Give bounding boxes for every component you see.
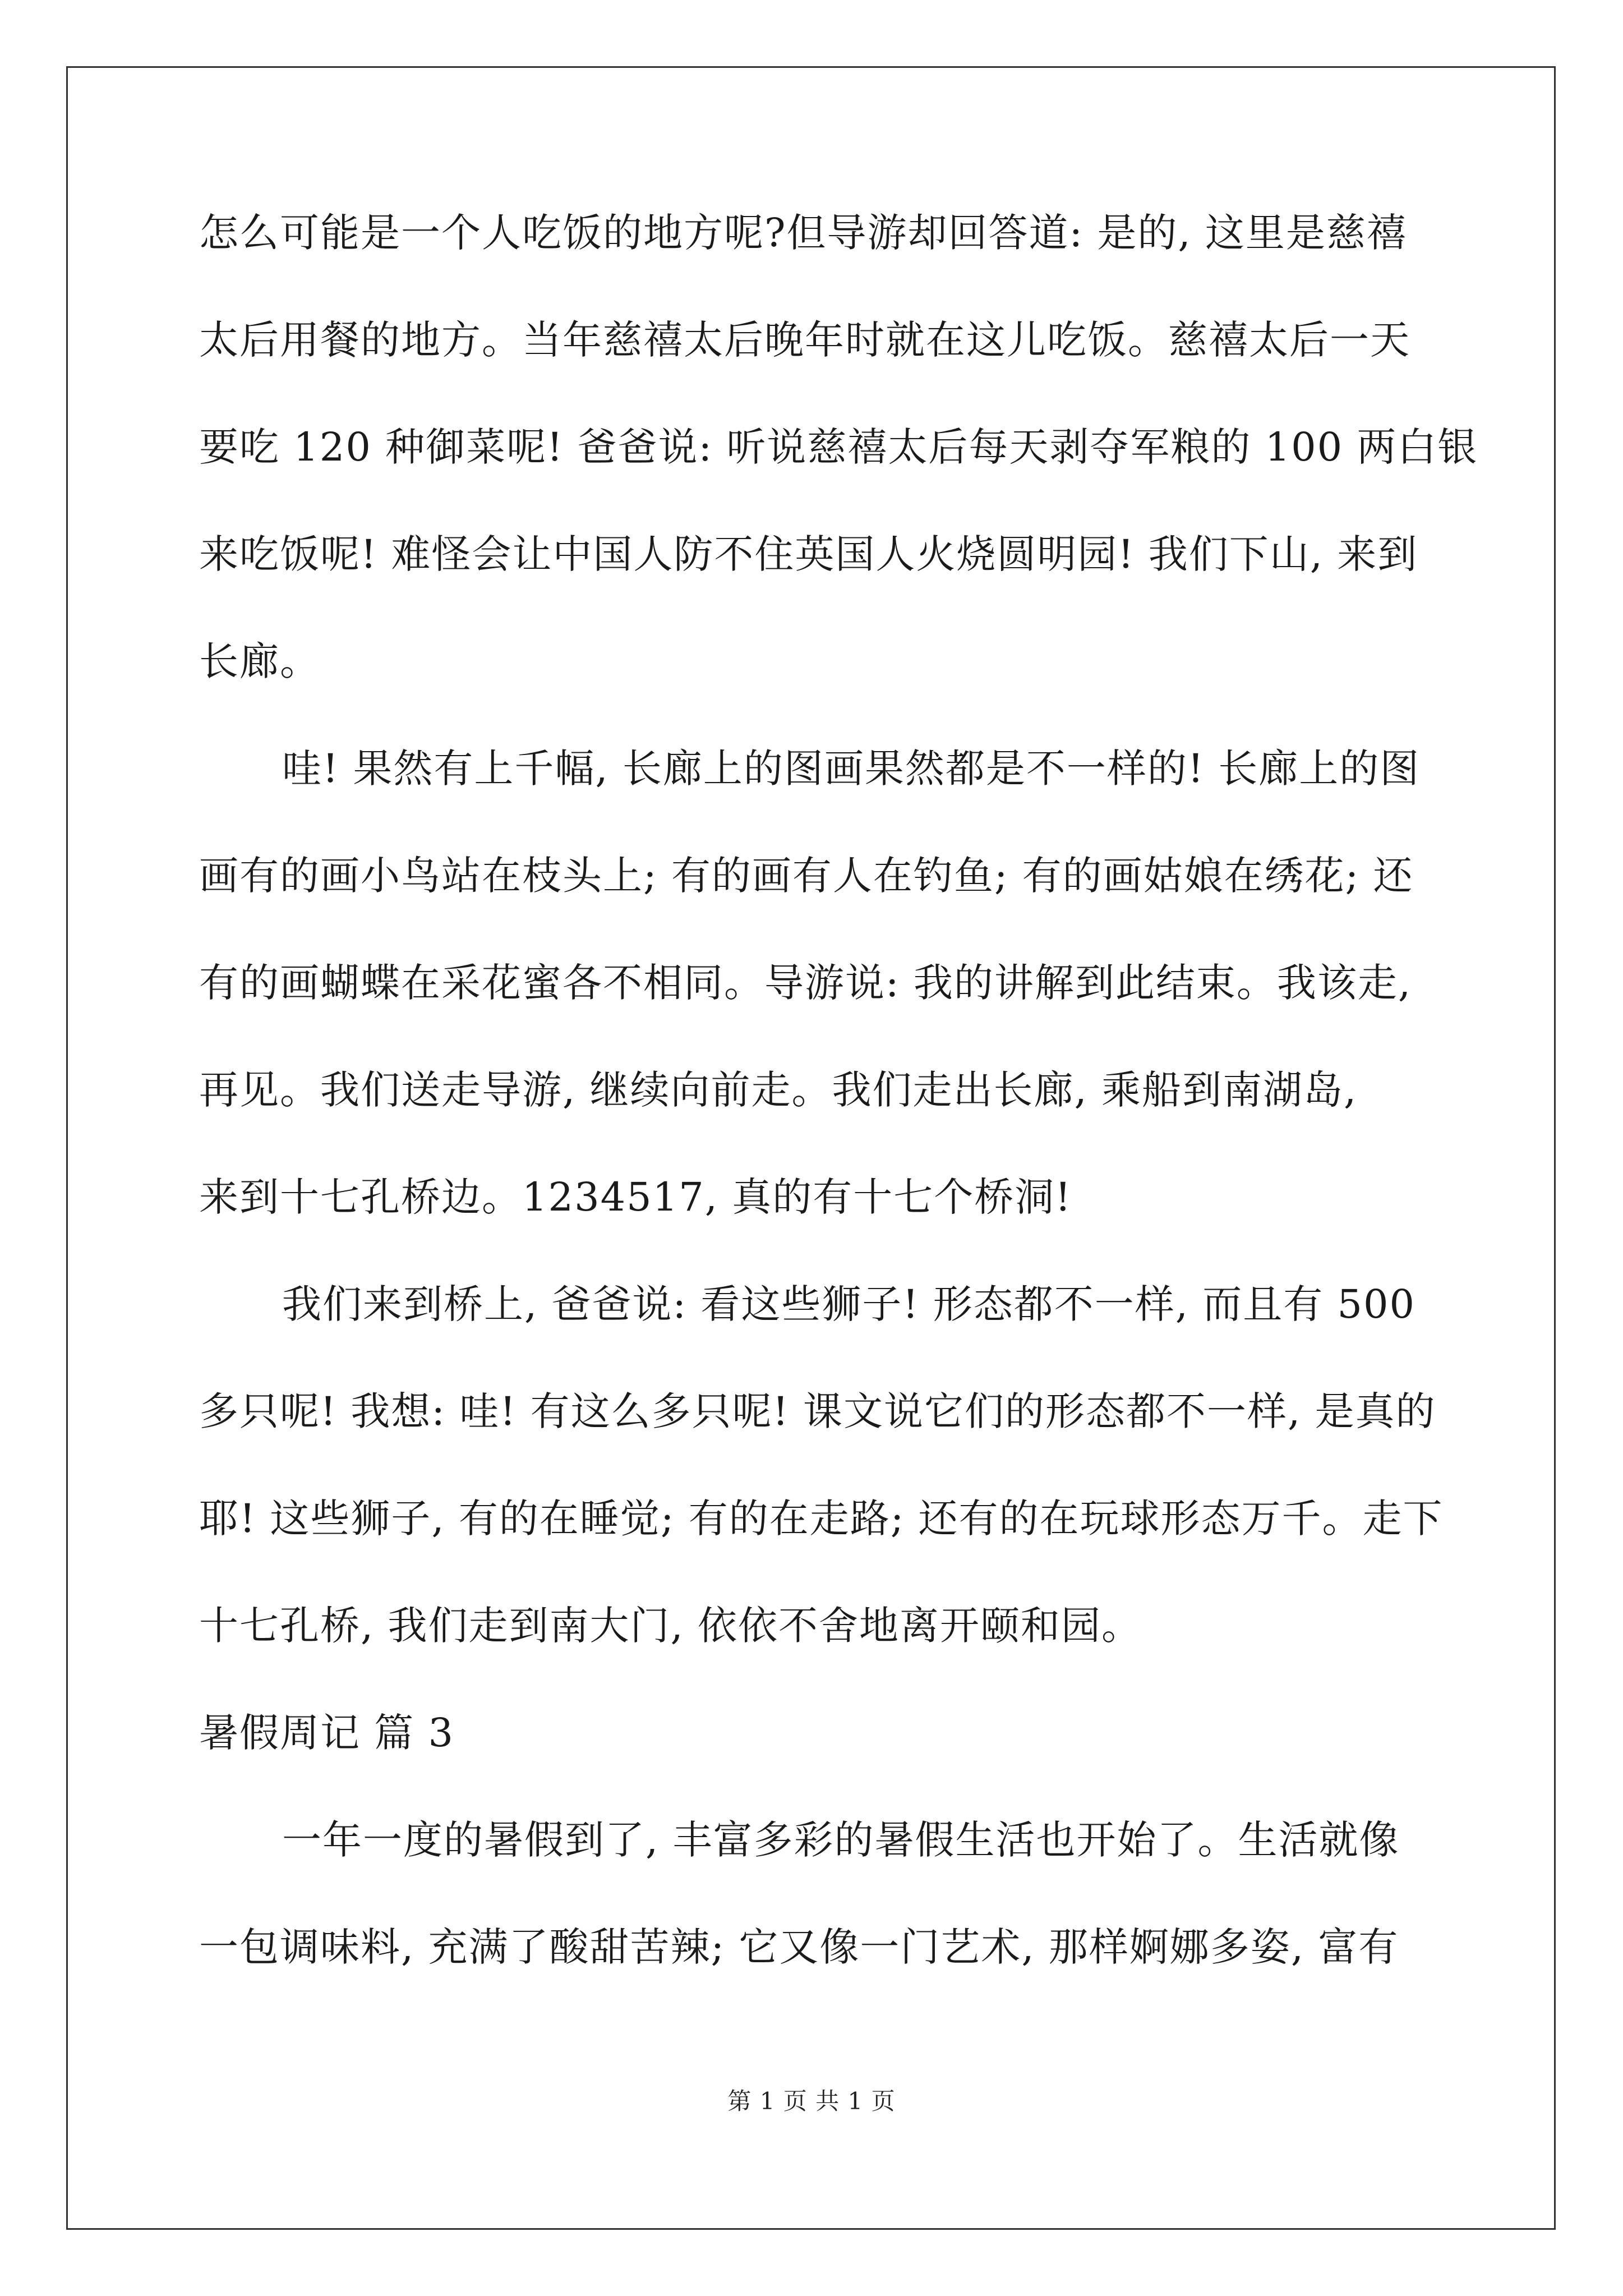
text-line-2: 太后用餐的地方。当年慈禧太后晚年时就在这儿吃饭。慈禧太后一天 [199, 317, 1410, 363]
page-footer: 第 1 页 共 1 页 [727, 2087, 896, 2115]
text-line-11: 我们来到桥上, 爸爸说: 看这些狮子! 形态都不一样, 而且有 500 [282, 1281, 1416, 1327]
text-line-16: 一年一度的暑假到了, 丰富多彩的暑假生活也开始了。生活就像 [282, 1817, 1400, 1863]
text-line-7: 画有的画小鸟站在枝头上; 有的画有人在钓鱼; 有的画姑娘在绣花; 还 [199, 853, 1414, 899]
text-line-12: 多只呢! 我想: 哇! 有这么多只呢! 课文说它们的形态都不一样, 是真的 [199, 1388, 1436, 1434]
text-line-1: 怎么可能是一个人吃饭的地方呢?但导游却回答道: 是的, 这里是慈禧 [199, 210, 1407, 256]
text-line-9: 再见。我们送走导游, 继续向前走。我们走出长廊, 乘船到南湖岛, [199, 1067, 1358, 1113]
text-line-13: 耶! 这些狮子, 有的在睡觉; 有的在走路; 还有的在玩球形态万千。走下 [199, 1496, 1444, 1542]
text-line-4: 来吃饭呢! 难怪会让中国人防不住英国人火烧圆明园! 我们下山, 来到 [199, 531, 1418, 577]
document-body [199, 210, 1478, 2035]
text-line-14: 十七孔桥, 我们走到南大门, 依依不舍地离开颐和园。 [199, 1603, 1142, 1649]
text-line-3: 要吃 120 种御菜呢! 爸爸说: 听说慈禧太后每天剥夺军粮的 100 两白银 [199, 424, 1478, 470]
text-line-6: 哇! 果然有上千幅, 长廊上的图画果然都是不一样的! 长廊上的图 [282, 746, 1421, 792]
text-line-5: 长廊。 [199, 638, 320, 684]
text-line-17: 一包调味料, 充满了酸甜苦辣; 它又像一门艺术, 那样婀娜多姿, 富有 [199, 1924, 1399, 1970]
text-line-10: 来到十七孔桥边。1234517, 真的有十七个桥洞! [199, 1174, 1072, 1220]
section-heading: 暑假周记 篇 3 [199, 1710, 455, 1756]
text-line-8: 有的画蝴蝶在采花蜜各不相同。导游说: 我的讲解到此结束。我该走, [199, 960, 1412, 1006]
